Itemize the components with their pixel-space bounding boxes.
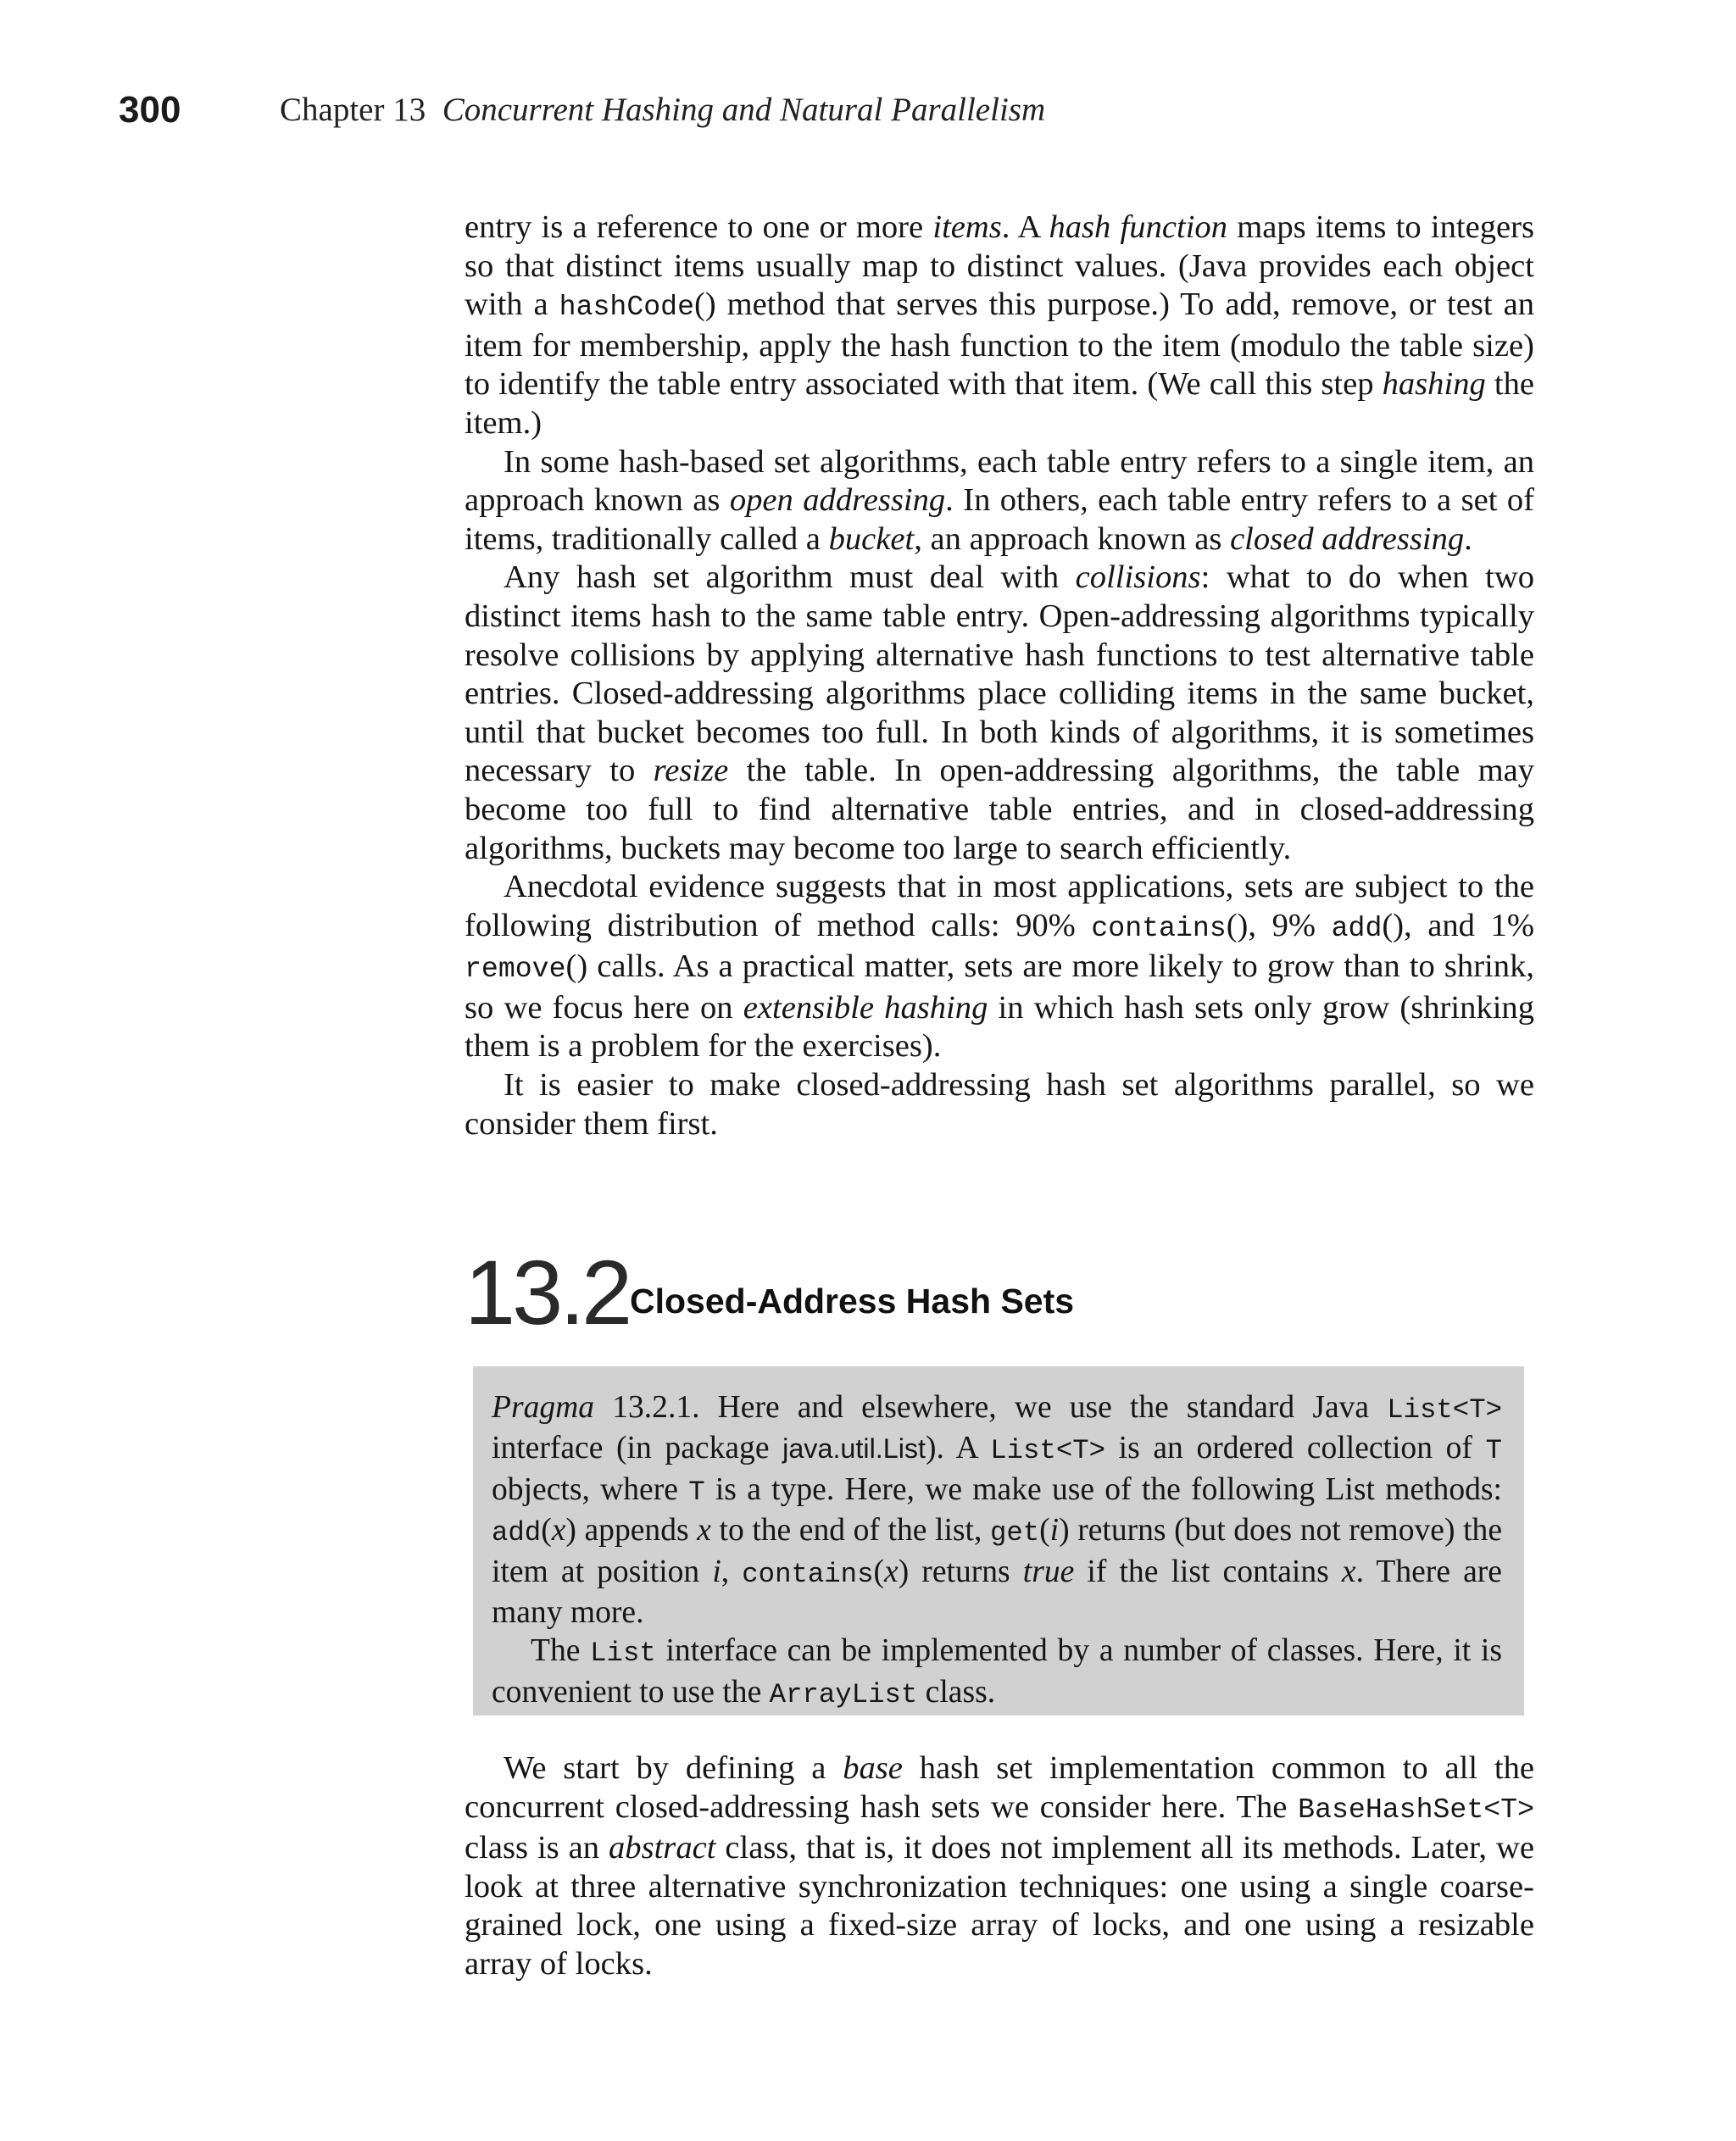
paragraph: We start by defining a base hash set implementation common to all the concurrent closed-addressing hash sets we consider here. The BaseHashSet<T> class is an abstract class, that is, it does not implement all its methods. Later, we look at three alternative synchronization techniques: one using a single coarse-grained lock, one using a fixed-size array of locks, and one using a resizable array of locks.: [465, 1750, 1535, 1982]
chapter-label: Chapter 13: [280, 92, 426, 128]
pragma-label: Pragma: [492, 1390, 595, 1425]
main-text-column-lower: [465, 1749, 1534, 1984]
section-number: 13.2: [465, 1241, 630, 1343]
section-title: Closed-Address Hash Sets: [630, 1282, 1075, 1321]
pragma-box: [473, 1366, 1524, 1716]
paragraph: In some hash-based set algorithms, each table entry refers to a single item, an approach known as open addressing. In others, each table entry refers to a set of items, traditionally called a bucket, an approach known as closed addressing.: [465, 443, 1534, 557]
chapter-title: Concurrent Hashing and Natural Parallelism: [442, 92, 1046, 128]
paragraph: entry is a reference to one or more items. A hash function maps items to integers so that distinct items usually map to distinct values. (Java provides each object with a hashCode() method that serves this purpose.) To add, remove, or test an item for membership, apply the hash function to the item (modulo the table size) to identify the table entry associated with that item. (We call this step hashing the item.): [465, 209, 1535, 441]
chapter-heading: [280, 85, 1045, 136]
main-text-column: [465, 209, 1534, 1143]
paragraph: Any hash set algorithm must deal with collisions: what to do when two distinct items hash to the same table entry. Open-addressing algorithms typically resolve collisions by applying alternative hash functions to test alternative table entries. Closed-addressing algorithms place colliding items in the same bucket, until that bucket becomes too full. In both kinds of algorithms, it is sometimes necessary to resize the table. In open-addressing algorithms, the table may become too full to find alternative table entries, and in closed-addressing algorithms, buckets may become too large to search efficiently.: [465, 559, 1534, 866]
page-number: 300: [119, 89, 181, 131]
pragma-paragraph: Pragma 13.2.1. Here and elsewhere, we use the standard Java List<T> interface (in package java.util.List). A List<T> is an ordered collection of T objects, where T is a type. Here, we make use of the following List methods: add(x) appends x to the end of the list, get(i) returns (but does not remove) the item at position i, contains(x) returns true if the list contains x. There are many more.: [492, 1390, 1502, 1631]
paragraph: Anecdotal evidence suggests that in most applications, sets are subject to the following distribution of method calls: 90% contains(), 9% add(), and 1% remove() calls. As a practical matter, sets are more likely to grow than to shrink, so we focus here on extensible hashing in which hash sets only grow (shrinking them is a problem for the exercises).: [465, 869, 1535, 1065]
paragraph: It is easier to make closed-addressing hash set algorithms parallel, so we consider them first.: [465, 1067, 1534, 1142]
section-heading: [465, 1242, 1534, 1343]
pragma-paragraph: The List interface can be implemented by a number of classes. Here, it is convenient to use the ArrayList class.: [492, 1633, 1502, 1710]
